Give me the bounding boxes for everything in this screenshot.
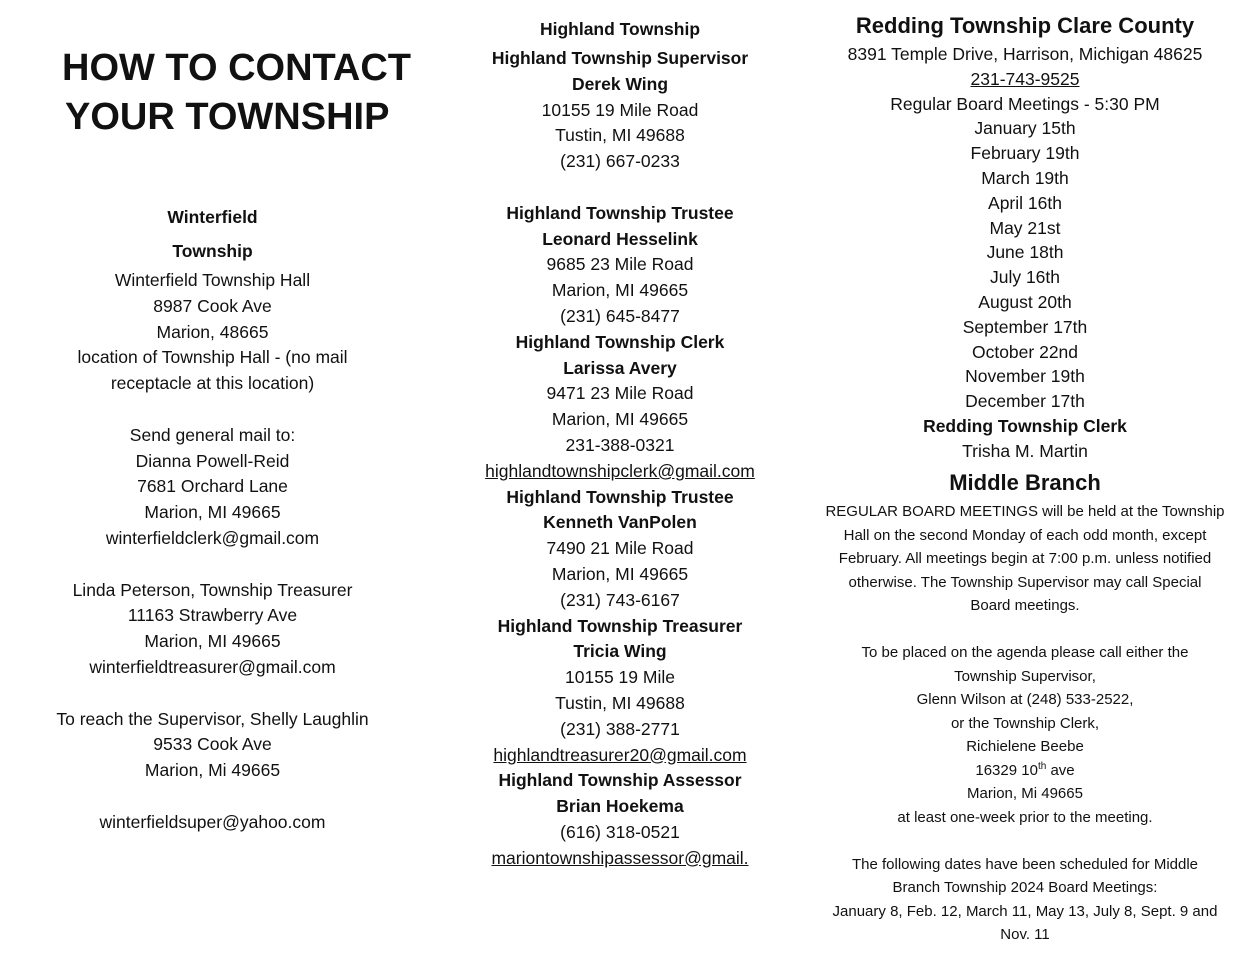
meeting-date: December 17th (965, 391, 1085, 412)
person-name: Derek Wing (571, 73, 669, 94)
city: Marion, MI 49665 (551, 280, 689, 301)
text-line: 8987 Cook Ave (153, 295, 272, 316)
address: 10155 19 Mile (565, 667, 675, 688)
text-line: Nov. 11 (1000, 926, 1050, 943)
email-link[interactable]: mariontownshipassessor@gmail. (491, 847, 749, 868)
highland-heading: Highland Township (539, 19, 701, 39)
role-title: Highland Township Assessor (498, 770, 742, 791)
redding-address: 8391 Temple Drive, Harrison, Michigan 48625 (847, 44, 1203, 64)
highland-clerk (470, 330, 770, 485)
text-line: Hall on the second Monday of each odd month, except (843, 526, 1207, 544)
text-line: at least one-week prior to the meeting. (897, 808, 1153, 826)
email-link[interactable]: highlandtownshipclerk@gmail.com (485, 460, 755, 481)
highland-treasurer (470, 614, 770, 769)
person-name: Tricia Wing (573, 641, 667, 662)
text-line: Marion, MI 49665 (144, 502, 281, 523)
phone: (231) 645-8477 (560, 305, 680, 326)
text-line: location of Township Hall - (no mail (77, 347, 348, 368)
meeting-dates-list (800, 116, 1240, 414)
meeting-date: May 21st (989, 217, 1061, 238)
meeting-date: July 16th (989, 267, 1061, 288)
meeting-date: August 20th (978, 291, 1072, 312)
address: 9685 23 Mile Road (546, 254, 694, 275)
highland-assessor (470, 768, 770, 871)
middle-branch-heading: Middle Branch (949, 470, 1101, 495)
redding-clerk-title: Redding Township Clerk (923, 415, 1127, 436)
meeting-date: September 17th (962, 316, 1088, 337)
text-line: REGULAR BOARD MEETINGS will be held at the Township (825, 503, 1225, 520)
winterfield-treasurer (40, 578, 385, 681)
address: 10155 19 Mile Road (541, 99, 699, 120)
address-suffix: th (1037, 760, 1047, 772)
text-line: Linda Peterson, Township Treasurer (72, 579, 353, 600)
meeting-date: June 18th (986, 242, 1064, 263)
text-line: Glenn Wilson at (248) 533-2522, (916, 691, 1134, 708)
person-name: Kenneth VanPolen (543, 512, 697, 533)
text-line: otherwise. The Township Supervisor may call Special (848, 573, 1202, 591)
person-name: Larissa Avery (563, 357, 677, 378)
clerk-address (800, 759, 1240, 783)
meeting-date: October 22nd (971, 341, 1079, 362)
redding-section (800, 10, 1240, 464)
title-line-2: YOUR TOWNSHIP (65, 96, 390, 138)
text-line: January 8, Feb. 12, March 11, May 13, July 8, Sept. 9 and (832, 902, 1218, 920)
text-line: To be placed on the agenda please call either the (861, 644, 1189, 661)
meetings-label: Regular Board Meetings - 5:30 PM (890, 93, 1160, 114)
city: Tustin, MI 49688 (555, 692, 685, 713)
city: Marion, MI 49665 (551, 409, 689, 430)
city: Tustin, MI 49688 (555, 125, 685, 146)
text-line: Dianna Powell-Reid (135, 450, 290, 471)
text-line: The following dates have been scheduled for Middle (851, 855, 1199, 873)
meeting-date: November 19th (965, 366, 1085, 387)
address-street: ave (1046, 761, 1075, 779)
winterfield-section (40, 200, 385, 836)
email-text: winterfieldsuper@yahoo.com (99, 811, 326, 832)
role-title: Highland Township Trustee (506, 486, 734, 507)
address: 9471 23 Mile Road (546, 383, 694, 404)
text-line: Branch Township 2024 Board Meetings: (892, 879, 1158, 896)
meeting-date: February 19th (970, 143, 1080, 164)
role-title: Highland Township Clerk (515, 331, 725, 352)
text-line: Marion, Mi 49665 (144, 760, 281, 781)
text-line: or the Township Clerk, (950, 714, 1100, 732)
winterfield-mail (40, 423, 385, 552)
redding-heading: Redding Township Clare County (855, 13, 1195, 38)
meeting-date: January 15th (974, 118, 1076, 139)
address: 7490 21 Mile Road (546, 538, 694, 559)
winterfield-hall (40, 268, 385, 397)
redding-phone-link[interactable]: 231-743-9525 (970, 68, 1080, 89)
phone: 231-388-0321 (565, 434, 675, 455)
email-text: winterfieldtreasurer@gmail.com (89, 656, 336, 677)
text-line: Winterfield Township Hall (114, 270, 311, 290)
email-text: winterfieldclerk@gmail.com (105, 527, 320, 548)
person-name: Brian Hoekema (556, 796, 684, 817)
text-line: Marion, Mi 49665 (967, 785, 1083, 802)
text-line: Send general mail to: (129, 424, 296, 445)
middle-branch-section (800, 466, 1240, 947)
highland-trustee-2 (470, 485, 770, 614)
meeting-date: April 16th (988, 192, 1062, 213)
person-name: Leonard Hesselink (542, 228, 698, 249)
text-line: receptacle at this location) (110, 373, 315, 394)
highland-trustee-1 (470, 201, 770, 330)
winterfield-supervisor (40, 707, 385, 784)
text-line: Richielene Beebe (966, 738, 1084, 755)
highland-section (470, 12, 770, 872)
page-title (62, 44, 411, 142)
highland-supervisor (470, 46, 770, 175)
role-title: Highland Township Treasurer (497, 615, 743, 636)
email-link[interactable]: highlandtreasurer20@gmail.com (493, 744, 747, 765)
middle-branch-agenda (800, 641, 1240, 829)
text-line: 11163 Strawberry Ave (127, 605, 298, 626)
text-line: Board meetings. (970, 597, 1080, 614)
text-line: Marion, 48665 (156, 321, 269, 342)
address-number: 16329 10 (975, 761, 1038, 779)
phone: (231) 388-2771 (560, 718, 680, 739)
phone: (231) 667-0233 (560, 151, 680, 172)
middle-branch-meetings (800, 500, 1240, 618)
text-line: Marion, MI 49665 (144, 631, 281, 652)
city: Marion, MI 49665 (551, 563, 689, 584)
phone: (231) 743-6167 (560, 589, 680, 610)
title-line-1: HOW TO CONTACT (62, 47, 411, 89)
role-title: Highland Township Trustee (506, 202, 734, 223)
text-line: Township Supervisor, (954, 667, 1096, 685)
winterfield-heading-2: Township (172, 241, 253, 261)
middle-branch-schedule (800, 853, 1240, 947)
text-line: 7681 Orchard Lane (137, 476, 288, 497)
text-line: 9533 Cook Ave (153, 734, 272, 755)
role-title: Highland Township Supervisor (491, 48, 749, 68)
text-line: February. All meetings begin at 7:00 p.m. unless notified (838, 550, 1212, 567)
meeting-date: March 19th (981, 167, 1069, 188)
text-line: To reach the Supervisor, Shelly Laughlin (56, 708, 369, 729)
winterfield-heading-1: Winterfield (167, 207, 258, 227)
phone: (616) 318-0521 (560, 821, 680, 842)
redding-clerk-name: Trisha M. Martin (962, 440, 1088, 461)
